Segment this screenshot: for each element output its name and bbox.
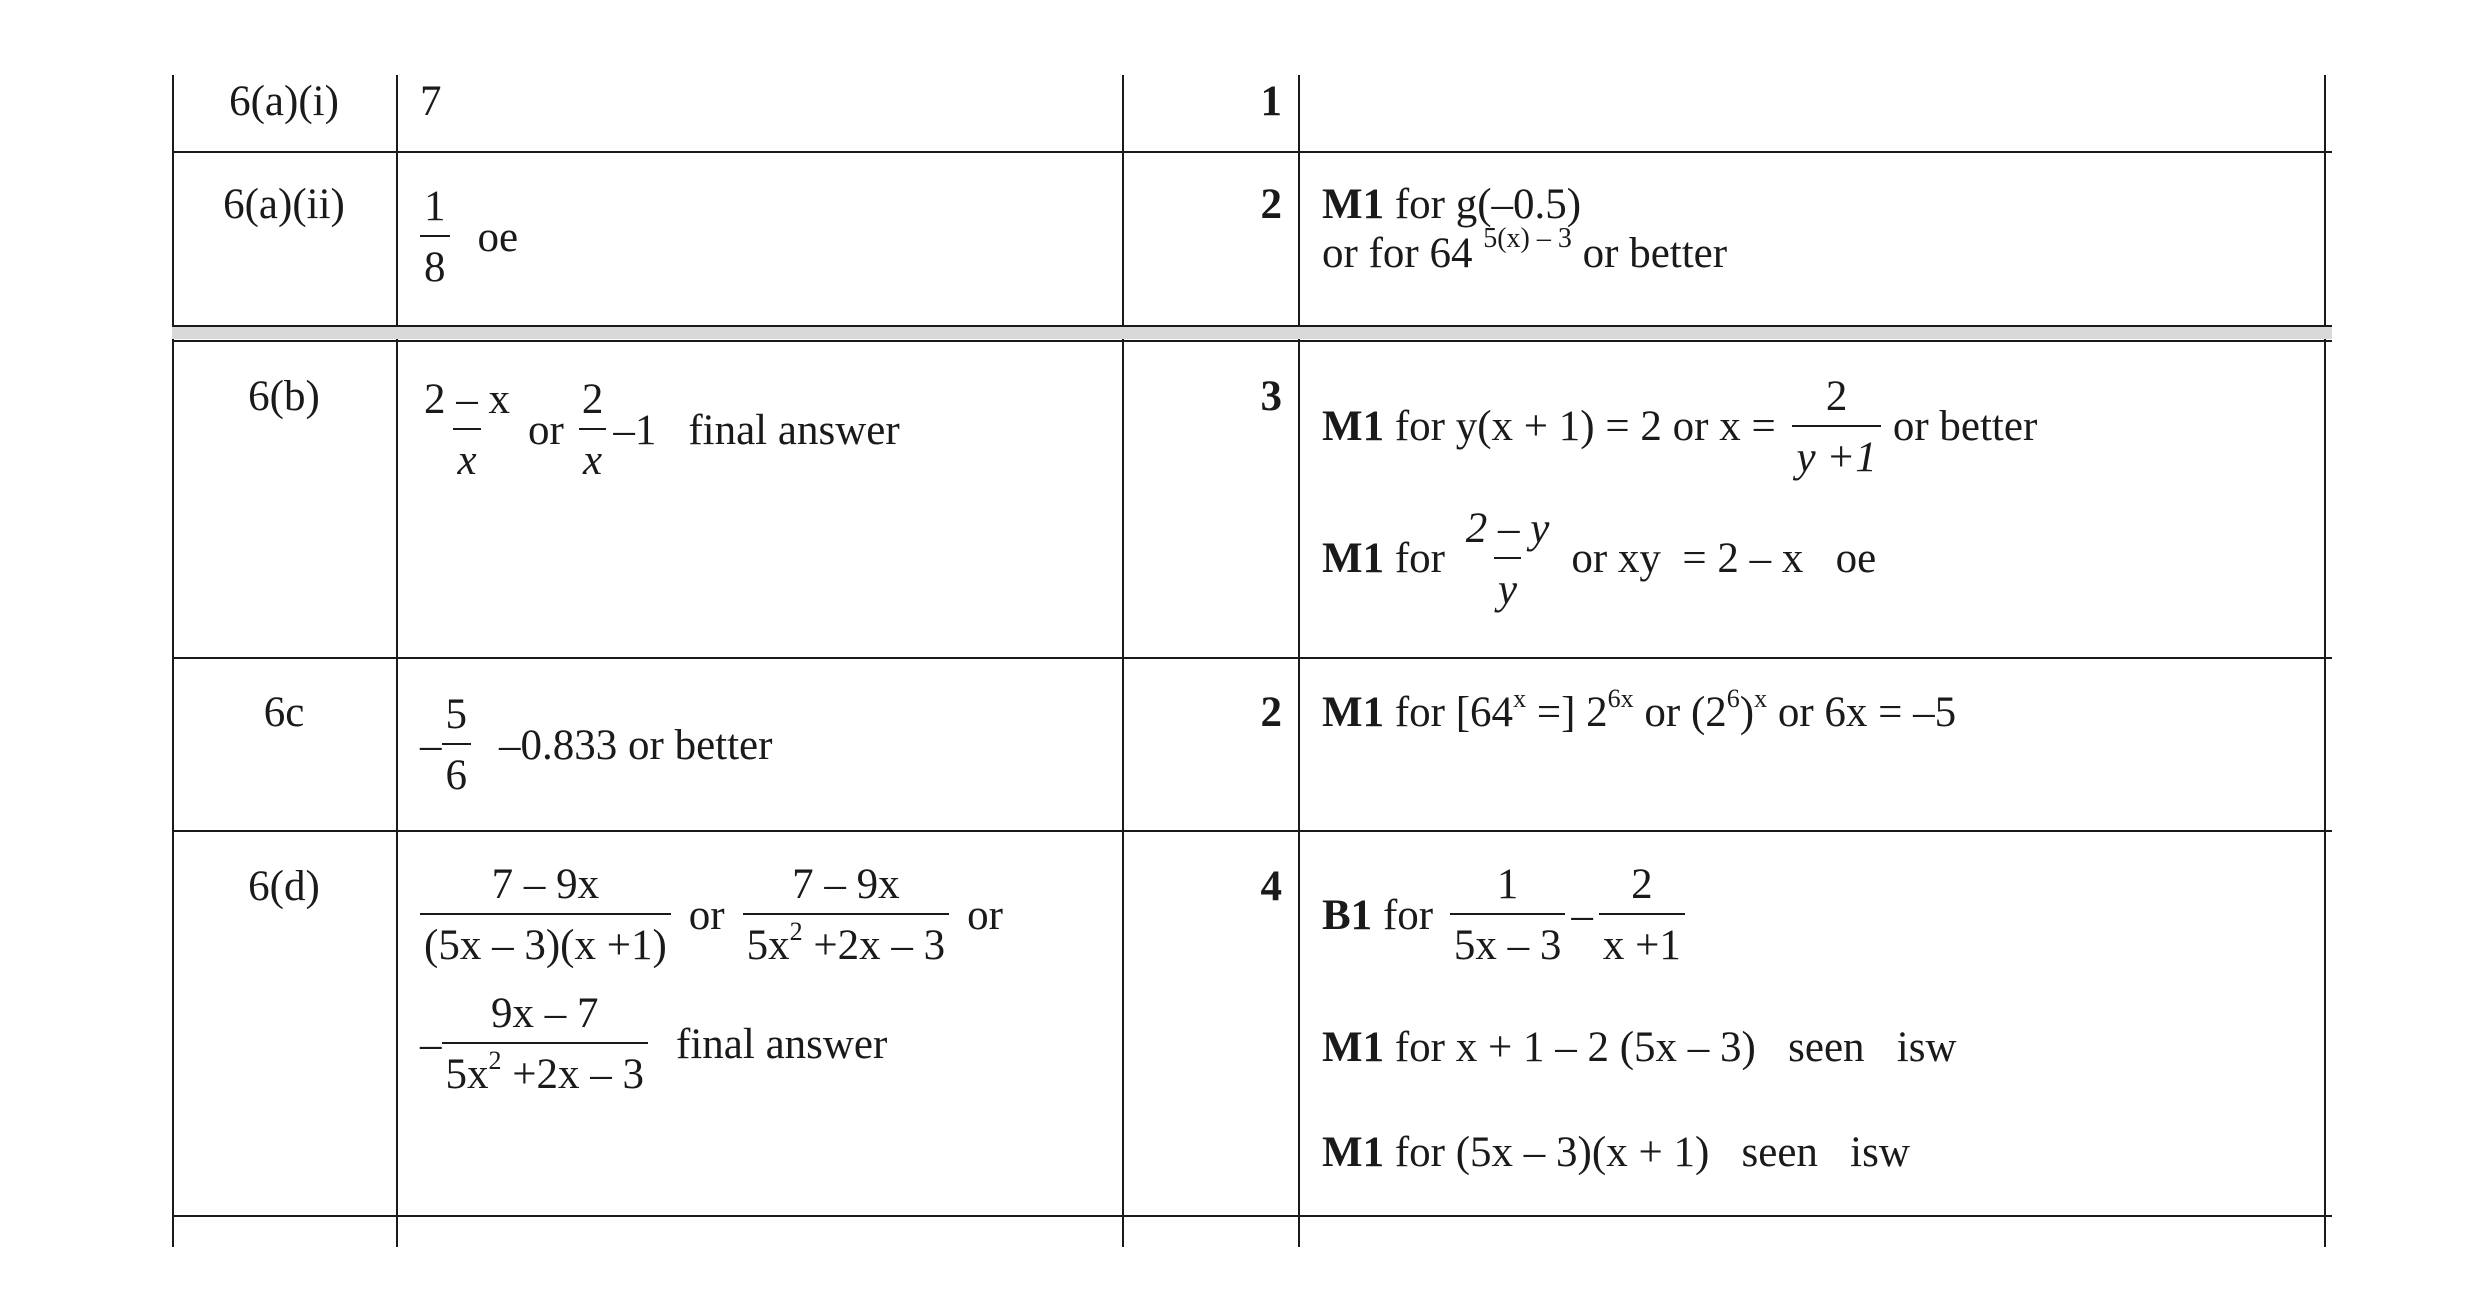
guidance-text: B1 for $\frac{1}{5x - 3}$ – $\frac{2}{x +1}$ M1 for x + 1 – 2 (5x – 3) seen isw M1 for (5x – 3)(x + 1) seen isw — [1322, 861, 1957, 1177]
question-number: 6(b) — [248, 373, 320, 420]
answer-expression: $\frac{7 - 9x}{(5x - 3)(x +1)}$ or $\frac{7 - 9x}{5x^2 +2x - 3}$ or – $\frac{9x - 7}{5x^2 +2x - 3}$ final answer — [420, 861, 1003, 1099]
table-divider-answer — [1122, 75, 1124, 1247]
row-divider — [172, 340, 2332, 342]
mark-value: 2 — [1260, 689, 1282, 736]
mark-value: 2 — [1260, 181, 1282, 228]
answer-suffix: oe — [477, 213, 519, 261]
table-border-right — [2324, 75, 2326, 1247]
answer-expression: – $\frac{5}{6}$ –0.833 or better — [420, 691, 773, 800]
guidance-text: M1 for [$64^x$ =] $2^{6x}$ or $(2^6)^x$ or 6x = –5 — [1322, 684, 1957, 736]
fraction: $\frac{2 - x}{x}$ — [424, 376, 510, 485]
fraction: $\frac{2}{x +1}$ — [1599, 860, 1685, 971]
mark-value: 4 — [1260, 863, 1282, 910]
question-number: 6(a)(ii) — [223, 181, 345, 228]
row-divider — [172, 325, 2332, 327]
question-number: 6(a)(i) — [229, 78, 339, 125]
fraction: $\frac{1}{5x - 3}$ — [1450, 860, 1566, 971]
table-border-left — [172, 75, 174, 1247]
guidance-text: M1 for y(x + 1) = 2 or x = $\frac{2}{y +1}$ or better M1 for $\frac{2 - y}{y}$ or xy = 2 – x oe — [1322, 372, 2038, 613]
guidance-text: M1 for g(–0.5) or for 64 $^{5(x) - 3}$ or better — [1322, 181, 1728, 278]
table-divider-mark — [1298, 75, 1300, 1247]
row-divider — [172, 830, 2332, 832]
question-number: 6(d) — [248, 863, 320, 910]
mark-value: 3 — [1260, 373, 1282, 420]
row-divider — [172, 1215, 2332, 1217]
fraction: $\frac{7 - 9x}{5x^2 +2x - 3}$ — [743, 860, 950, 971]
fraction: $\frac{2 - y}{y}$ — [1465, 504, 1550, 613]
mark-value: 1 — [1260, 78, 1282, 125]
fraction: $\frac{7 - 9x}{(5x - 3)(x +1)}$ — [420, 860, 671, 971]
fraction: $\frac{9x - 7}{5x^2 +2x - 3}$ — [442, 989, 649, 1100]
answer-expression — [420, 182, 518, 293]
fraction: $\frac{5}{6}$ — [442, 690, 472, 801]
fraction: $\frac{2}{y +1}$ — [1792, 372, 1880, 483]
fraction: $\frac{2}{x}$ — [578, 375, 608, 486]
answer-expression: $\frac{2 - x}{x}$ or $\frac{2}{x}$ –1 final answer — [420, 375, 900, 486]
question-number: 6c — [263, 689, 305, 736]
table-divider-question — [396, 75, 398, 1247]
row-divider — [172, 151, 2332, 153]
fraction: $\frac{1}{8}$ — [420, 182, 450, 293]
answer-text: 7 — [420, 78, 442, 125]
row-separator-band — [172, 327, 2332, 339]
row-divider — [172, 657, 2332, 659]
